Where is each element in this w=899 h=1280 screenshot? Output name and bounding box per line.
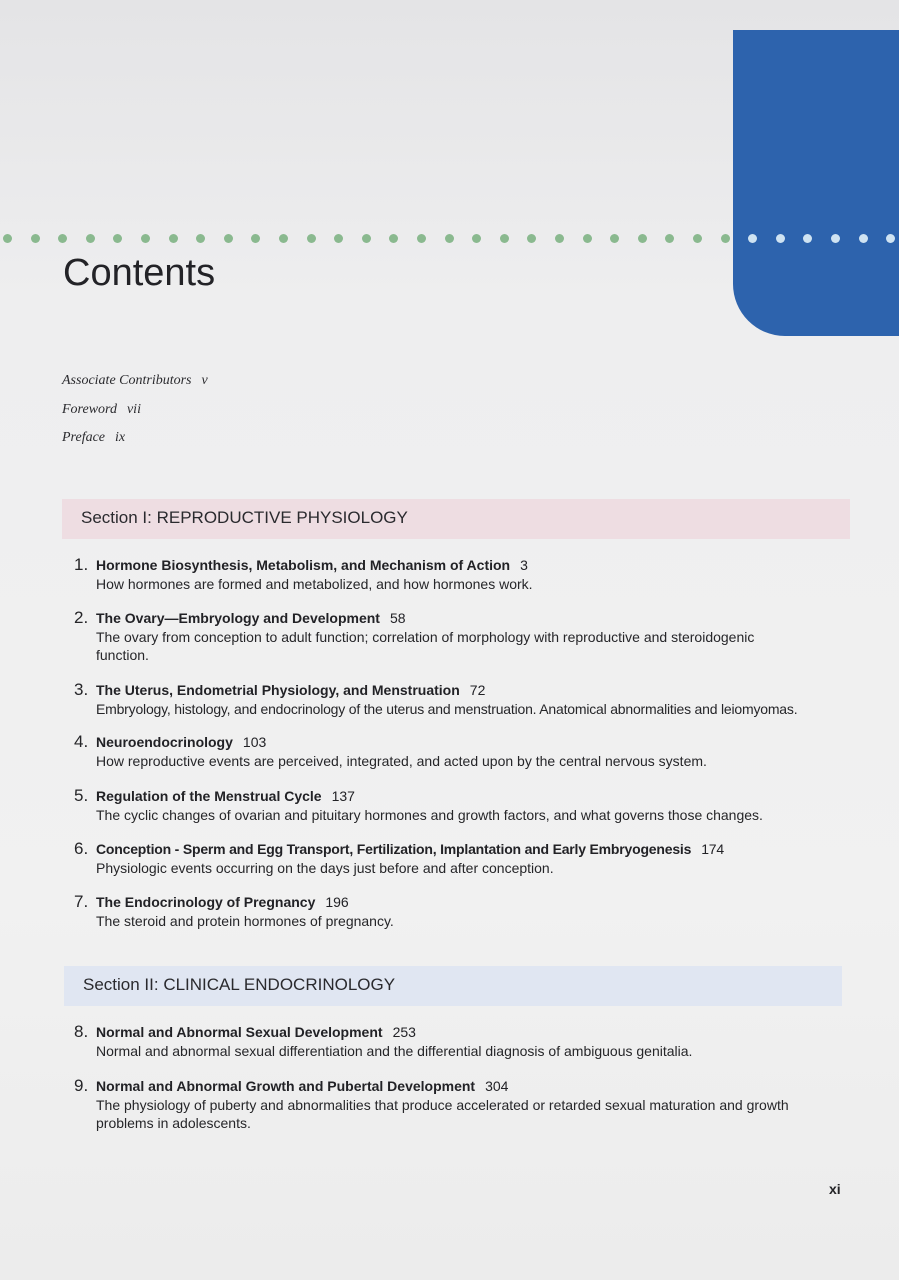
rule-dot (196, 234, 205, 243)
chapter-number: 1. (74, 555, 89, 574)
chapter-number: 6. (74, 839, 89, 858)
chapter-description: How reproductive events are perceived, integrated, and acted upon by the central nervous system. (96, 753, 707, 769)
page-title: Contents (63, 252, 216, 294)
chapter-description: The steroid and protein hormones of pregnancy. (96, 913, 394, 929)
rule-dot (859, 234, 868, 243)
rule-dot (638, 234, 647, 243)
front-matter-label: Preface (62, 430, 106, 445)
front-matter-label: Associate Contributors (62, 373, 192, 388)
front-matter-page: vii (126, 401, 141, 417)
chapter-heading (96, 734, 266, 750)
rule-dot (58, 234, 67, 243)
rule-dot (169, 234, 178, 243)
chapter-page: 174 (701, 841, 724, 857)
chapter-description: The cyclic changes of ovarian and pituitary hormones and growth factors, and what governs those changes. (96, 807, 763, 823)
rule-dot (224, 234, 233, 243)
page-number: xi (829, 1181, 841, 1197)
rule-dot (500, 234, 509, 243)
rule-dot (362, 234, 371, 243)
rule-dot (527, 234, 536, 243)
rule-dot (472, 234, 481, 243)
chapter-number: 5. (74, 786, 89, 805)
chapter-title: Normal and Abnormal Growth and Pubertal Development (96, 1078, 476, 1094)
rule-dot (693, 234, 702, 243)
chapter-page: 304 (485, 1078, 509, 1094)
rule-dot (555, 234, 564, 243)
chapter-heading (96, 788, 355, 804)
blue-corner-tab (733, 30, 899, 336)
rule-dot (334, 234, 343, 243)
chapter-title: Normal and Abnormal Sexual Development (96, 1024, 383, 1040)
chapter-number: 7. (74, 892, 89, 911)
chapter-description: Normal and abnormal sexual differentiation and the differential diagnosis of ambiguous genitalia. (96, 1043, 693, 1059)
rule-dot (389, 234, 398, 243)
rule-dot (886, 234, 895, 243)
chapter-description: How hormones are formed and metabolized, and how hormones work. (96, 576, 533, 592)
rule-dot (86, 234, 95, 243)
rule-dot (831, 234, 840, 243)
rule-dot (31, 234, 40, 243)
rule-dot (665, 234, 674, 243)
chapter-page: 58 (389, 610, 406, 626)
chapter-number: 8. (74, 1022, 89, 1041)
chapter-description: The physiology of puberty and abnormalities that produce accelerated or retarded sexual maturation and growth problems in adolescents. (96, 1097, 789, 1131)
chapter-heading (96, 557, 528, 573)
chapter-title: The Uterus, Endometrial Physiology, and Menstruation (96, 682, 460, 698)
rule-dot (583, 234, 592, 243)
chapter-page: 137 (331, 788, 355, 804)
rule-dot (748, 234, 757, 243)
rule-dot (776, 234, 785, 243)
section-heading-band (62, 499, 850, 539)
rule-dot (251, 234, 260, 243)
front-matter-list (62, 372, 208, 458)
front-matter-page: ix (115, 430, 126, 445)
chapter-number: 2. (74, 608, 89, 627)
section-heading: Section I: REPRODUCTIVE PHYSIOLOGY (81, 508, 408, 527)
rule-dot (721, 234, 730, 243)
chapter-page: 196 (325, 894, 349, 910)
chapter-title: Conception - Sperm and Egg Transport, Fertilization, Implantation and Early Embryogenesis (96, 841, 692, 857)
chapter-number: 9. (74, 1076, 89, 1095)
chapter-title: Hormone Biosynthesis, Metabolism, and Mechanism of Action (96, 557, 511, 573)
chapter-page: 3 (520, 557, 528, 573)
chapter-description: Physiologic events occurring on the days just before and after conception. (96, 860, 554, 876)
chapter-title: Neuroendocrinology (96, 734, 233, 750)
chapter-description: Embryology, histology, and endocrinology of the uterus and menstruation. Anatomical abnormalities and leiomyomas. (96, 701, 798, 717)
chapter-title: Regulation of the Menstrual Cycle (96, 788, 322, 804)
chapter-description: The ovary from conception to adult function; correlation of morphology with reproductive and steroidogenic function. (96, 629, 755, 663)
rule-dot (610, 234, 619, 243)
chapter-title: The Endocrinology of Pregnancy (96, 894, 316, 910)
chapter-title: The Ovary—Embryology and Development (96, 610, 380, 626)
rule-dot (141, 234, 150, 243)
rule-dot (113, 234, 122, 243)
front-matter-label: Foreword (62, 401, 117, 417)
chapter-number: 3. (74, 680, 89, 699)
rule-dot (307, 234, 316, 243)
chapter-number: 4. (74, 732, 89, 751)
rule-dot (445, 234, 454, 243)
front-matter-item (62, 401, 208, 430)
chapter-heading (96, 1024, 416, 1040)
rule-dot (279, 234, 288, 243)
chapter-heading (96, 894, 349, 910)
chapter-heading (96, 610, 406, 626)
section-heading: Section II: CLINICAL ENDOCRINOLOGY (83, 975, 396, 994)
front-matter-item (62, 372, 208, 401)
chapter-page: 72 (469, 682, 486, 698)
chapter-heading (96, 1078, 508, 1094)
chapter-heading (96, 682, 485, 698)
rule-dot (3, 234, 12, 243)
chapter-page: 253 (392, 1024, 416, 1040)
chapter-heading (96, 841, 724, 857)
dotted-rule (0, 230, 899, 250)
front-matter-item (62, 429, 208, 458)
rule-dot (417, 234, 426, 243)
section-heading-band (64, 966, 842, 1006)
front-matter-page: v (201, 373, 208, 388)
rule-dot (803, 234, 812, 243)
chapter-page: 103 (242, 734, 267, 750)
